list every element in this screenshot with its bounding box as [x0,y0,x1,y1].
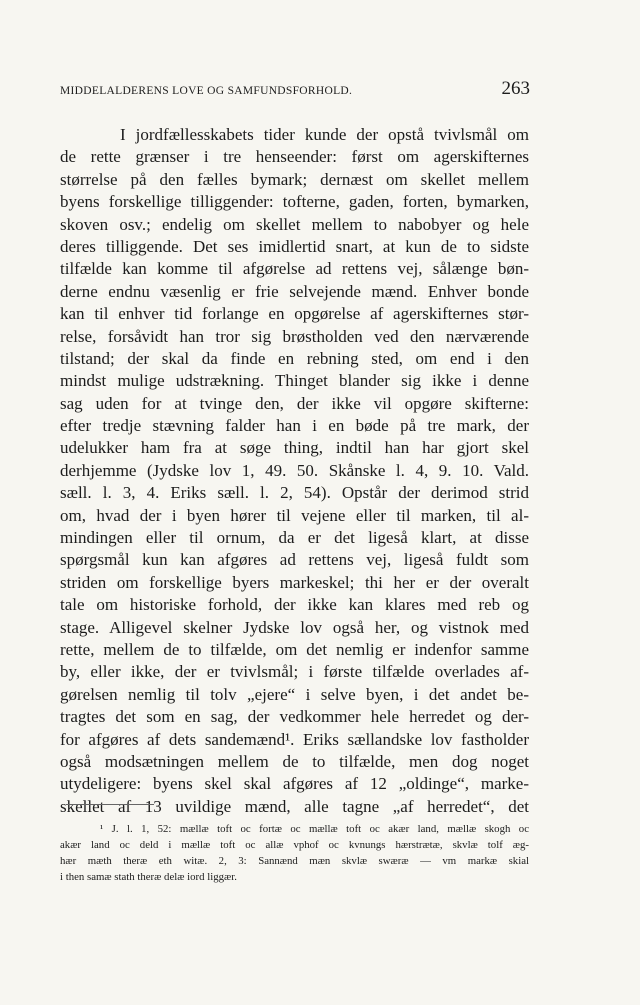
footnote-divider [66,804,154,805]
footnote-line: hær mæth theræ eth witæ. 2, 3: Sannænd mæn skvlæ swæræ — vm markæ skial [60,855,529,867]
text-line: for afgøres af dets sandemænd¹. Eriks sællandske lov fastholder [60,729,529,749]
text-line: rette, mellem de to tilfælde, om det nemlig er indenfor samme [60,639,529,659]
page-header [60,78,530,99]
body-text [60,124,529,818]
text-line: udelukker ham fra at søge thing, indtil han har gjort skel [60,438,529,458]
text-line: kan til enhver tid forlange en opgørelse af agerskifternes stør- [60,304,529,324]
text-line: gørelsen nemlig til tolv „ejere“ i selve byen, i det andet be- [60,684,529,704]
text-line: I jordfællesskabets tider kunde der opstå tvivlsmål om [120,125,529,144]
text-line: byens forskellige tilliggender: tofterne, gaden, forten, bymarken, [60,192,529,212]
text-line: de rette grænser i tre henseender: først om agerskifternes [60,147,529,167]
text-line: skellet af 13 uvildige mænd, alle tagne „af herredet“, det [60,796,529,816]
text-line: utydeligere: byens skel skal afgøres af 12 „oldinge“, marke- [60,774,529,794]
text-line: om, hvad der i byen hører til vejene eller til marken, til al- [60,505,529,525]
text-line: derne endnu væsenlig er frie selvejende mænd. Enhver bonde [60,281,529,301]
text-line: også modsætningen mellem de to tilfælde, men dog noget [60,751,529,771]
text-line: spørgsmål kun kan afgøres ad rettens vej, ligeså fuldt som [60,550,529,570]
text-line: relse, forsåvidt han tror sig brøstholden ved den nærværende [60,326,529,346]
text-line: stage. Alligevel skelner Jydske lov også her, og vistnok med [60,617,529,637]
page-number: 263 [501,78,530,99]
text-line: sæll. l. 3, 4. Eriks sæll. l. 2, 54). Opstår der derimod strid [60,483,529,503]
text-line: tilfælde kan komme til afgørelse ad rettens vej, sålænge bøn- [60,259,529,279]
footnote-line: akær land oc deld i mællæ toft oc allæ vphof oc kvnungs hærstrætæ, skvlæ tolf æg- [60,839,529,851]
text-line: størrelse på den fælles bymark; dernæst om skellet mellem [60,169,529,189]
text-line: by, eller ikke, der er tvivlsmål; i første tilfælde overlades af- [60,662,529,682]
text-line: mindst mulige udstrækning. Thinget blander sig ikke i denne [60,371,529,391]
text-line: tragtes det som en sag, der vedkommer hele herredet og der- [60,707,529,727]
footnote-line: i then samæ stath theræ delæ iord liggær. [60,871,237,883]
text-line: derhjemme (Jydske lov 1, 49. 50. Skånske l. 4, 9. 10. Vald. [60,460,529,480]
running-title: MIDDELALDERENS LOVE OG SAMFUNDSFORHOLD. [60,85,353,97]
text-line: mindingen eller til ornum, da er det ligeså klart, at disse [60,528,529,548]
text-line: striden om forskellige byers markeskel; thi her er der overalt [60,572,529,592]
text-line: skoven osv.; endelig om skellet mellem to nabobyer og hele [60,214,529,234]
footnote [60,821,529,885]
footnote-line: ¹ J. l. 1, 52: mællæ toft oc fortæ oc mællæ toft oc akær land, mællæ skogh oc [100,823,529,835]
text-line: efter tredje stævning falder han i en bøde på tre mark, der [60,416,529,436]
text-line: deres tilliggende. Det ses imidlertid snart, at kun de to sidste [60,236,529,256]
text-line: tilstand; der skal da finde en rebning sted, om end i den [60,348,529,368]
text-line: tale om historiske forhold, der ikke kan klares med reb og [60,595,529,615]
text-line: sag uden for at tvinge den, der ikke vil opgøre skifterne: [60,393,529,413]
